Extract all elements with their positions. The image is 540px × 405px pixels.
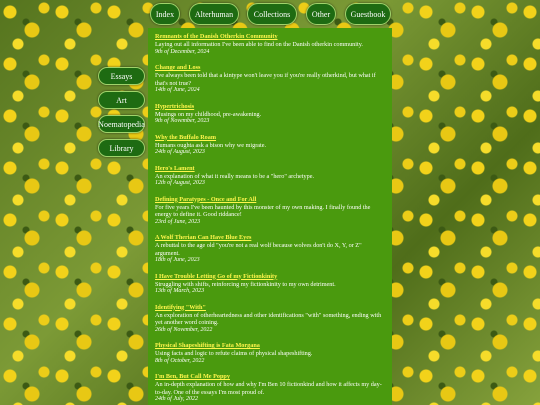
essay-description: A rebuttal to the age old "you're not a real wolf because wolves don't do X, Y, or Z" argument. xyxy=(155,242,362,257)
side-nav-noematopedia-button[interactable]: Noematopedia xyxy=(98,115,145,133)
essay-entry xyxy=(155,33,385,56)
side-nav-library-button[interactable]: Library xyxy=(98,139,145,157)
essay-title-link[interactable]: I'm Ben, But Call Me Poppy xyxy=(155,373,230,380)
essay-title-link[interactable]: Change and Loss xyxy=(155,64,201,71)
essay-entry xyxy=(155,304,385,335)
essay-date: 13th of March, 2023 xyxy=(155,288,205,294)
essay-date: 24th of July, 2022 xyxy=(155,396,198,402)
essay-description: Laying out all information I've been able to find on the Danish otherkin community. xyxy=(155,41,363,48)
essay-title-link[interactable]: A Wolf Therian Can Have Blue Eyes xyxy=(155,234,252,241)
nav-other-button[interactable]: Other xyxy=(306,3,336,25)
essay-title-link[interactable]: Defining Paratypes - Once and For All xyxy=(155,195,257,203)
nav-collections-button[interactable]: Collections xyxy=(247,3,297,25)
essay-entry xyxy=(155,103,385,126)
essay-title-link[interactable]: Physical Shapeshifting is Fata Morgana xyxy=(155,342,260,349)
essay-title-link[interactable]: Hero's Lament xyxy=(155,164,195,172)
essay-entry xyxy=(155,342,385,365)
essay-entry xyxy=(155,64,385,95)
essay-title-link[interactable]: Why the Buffalo Roam xyxy=(155,133,217,141)
nav-guestbook-button[interactable]: Guestbook xyxy=(345,3,391,25)
essay-description: Struggling with shifts, reinforcing my fictionkinity to my own detriment. xyxy=(155,280,336,288)
essay-date: 18th of June, 2023 xyxy=(155,257,200,263)
essay-title-link[interactable]: Remnants of the Danish Otherkin Community xyxy=(155,33,278,40)
essay-date: 23rd of June, 2023 xyxy=(155,218,201,225)
essay-date: 9th of November, 2023 xyxy=(155,118,210,124)
essay-date: 26th of November, 2022 xyxy=(155,326,213,333)
essay-description: An exploration of otherheartedness and other identifications "with" something, ending with yet another word coining. xyxy=(155,311,382,326)
essay-title-link[interactable]: Hypertrichosis xyxy=(155,102,195,110)
essay-entry xyxy=(155,134,385,157)
essay-entry xyxy=(155,165,385,188)
essay-date: 24th of August, 2023 xyxy=(155,149,205,155)
essay-description: Using facts and logic to refute claims of physical shapeshifting. xyxy=(155,350,313,357)
essay-entry xyxy=(155,234,385,265)
essay-date: 8th of October, 2022 xyxy=(155,357,205,364)
nav-index-button[interactable]: Index xyxy=(150,3,180,25)
essay-title-link[interactable]: Identifying "With" xyxy=(155,303,206,311)
essay-date: 12th of August, 2023 xyxy=(155,180,205,186)
essay-description: An in-depth explanation of how and why I'm Ben 10 fictionkind and how it affects my day-to-day. One of the essays I'm most proud of. xyxy=(155,381,382,396)
essay-entry xyxy=(155,196,385,227)
side-nav-art-button[interactable]: Art xyxy=(98,91,145,109)
essay-date: 14th of June, 2024 xyxy=(155,87,200,93)
essay-entry xyxy=(155,273,385,296)
essay-description: I've always been told that a kintype won't leave you if you're really otherkind, but what if that's not true? xyxy=(155,72,376,87)
essay-description: For five years I've been haunted by this monster of my own making. I finally found the energy to define it. Good riddance! xyxy=(155,203,371,218)
essay-description: Musings on my childhood, pre-awakening. xyxy=(155,110,262,118)
essay-title-link[interactable]: I Have Trouble Letting Go of my Fictionkinity xyxy=(155,272,278,280)
nav-alterhuman-button[interactable]: Alterhuman xyxy=(189,3,239,25)
essay-entry xyxy=(155,373,385,404)
side-nav-essays-button[interactable]: Essays xyxy=(98,67,145,85)
essay-description: An explanation of what it really means to be a "hero" archetype. xyxy=(155,172,314,180)
essay-description: Humans oughta ask a bison why we migrate. xyxy=(155,141,267,149)
essay-list-panel xyxy=(148,28,392,405)
essay-date: 9th of December, 2024 xyxy=(155,48,210,55)
